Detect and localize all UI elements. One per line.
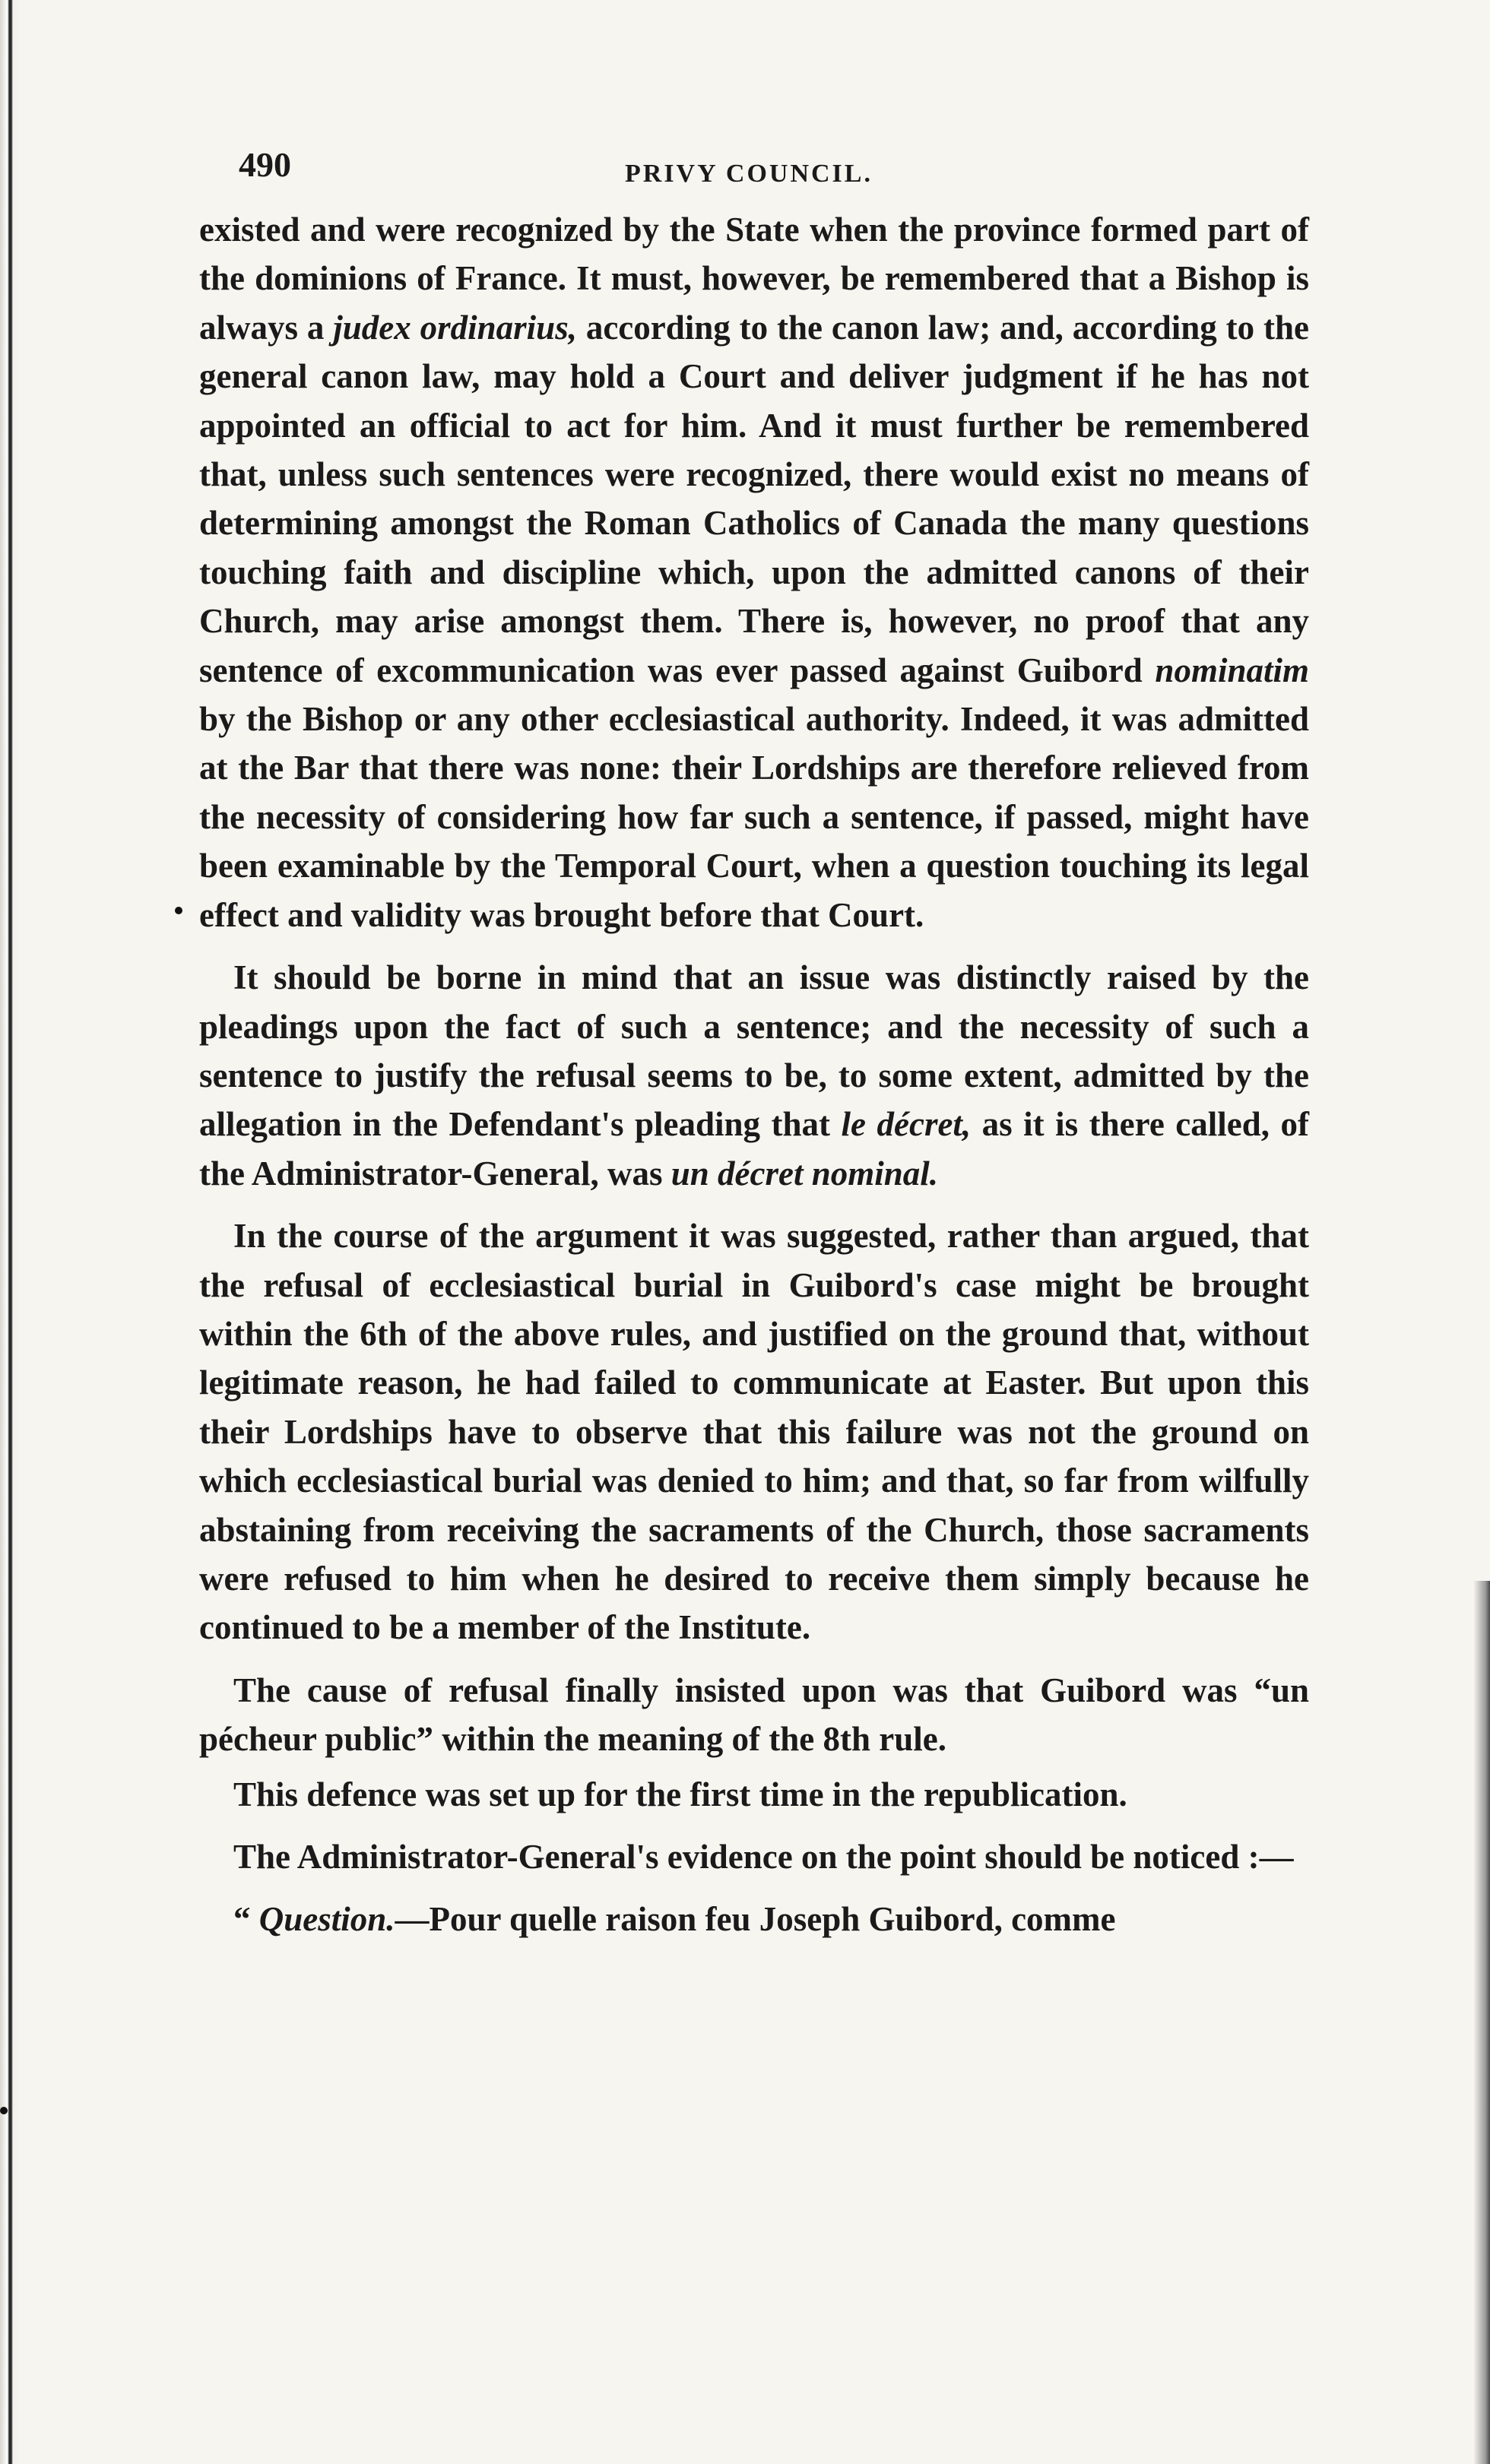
page-number: 490 — [239, 145, 291, 184]
text-run: The Administrator-General's evidence on the point should be noticed :— — [233, 1838, 1294, 1876]
text-run: according to the canon law; and, according to the general canon law, may hold a Court and deliver judgment if he has not appointed an official to act for him. And it must further be remembered that, unless such sentences were recognized, there would exist no means of determining amongst the Roman Catholics of Canada the many questions touching faith and discipline which, upon the admitted canons of their Church, may arise amongst them. There is, however, no proof that any sentence of excommunication was ever passed against Guibord — [199, 308, 1309, 689]
body-text — [199, 205, 1309, 1944]
text-run: “ — [233, 1900, 259, 1939]
paragraph — [199, 1832, 1309, 1881]
paragraph — [199, 205, 1309, 939]
paragraph — [199, 1666, 1309, 1764]
text-run: by the Bishop or any other ecclesiastical authority. Indeed, it was admitted at the Bar that there was none: their Lordships are therefore relieved from the necessity of considering how far such a sentence, if passed, might have been examinable by the Temporal Court, when a question touching its legal effect and validity was brought before that Court. — [199, 700, 1309, 934]
paragraph — [199, 1770, 1309, 1819]
italic-run: le décret, — [841, 1105, 972, 1144]
text-run: existed and were recognized by the State when the province formed part of the dominions of France. It must, however, be remembered that a Bishop is always a — [199, 211, 1309, 347]
running-title: PRIVY COUNCIL. — [625, 160, 873, 188]
text-run: It should be borne in mind that an issue was distinctly raised by the pleadings upon the fact of such a sentence; and the necessity of such a sentence to justify the refusal seems to be, to some extent, admitted by the allegation in the Defendant's pleading that — [199, 958, 1309, 1144]
paragraph — [199, 1211, 1309, 1652]
paragraph — [199, 1895, 1309, 1943]
book-page — [199, 137, 1309, 1944]
text-run: as it is there called, of the Administrator-General, was — [199, 1105, 1309, 1192]
ink-speck — [175, 907, 182, 914]
text-run: The cause of refusal finally insisted upon was that Guibord was “un pécheur public” within the meaning of the 8th rule. — [199, 1671, 1309, 1759]
ink-speck — [0, 2107, 8, 2114]
running-head — [199, 137, 1309, 205]
binding-edge — [0, 0, 20, 2464]
italic-run: un décret nominal. — [670, 1154, 939, 1192]
italic-run: nominatim — [1155, 651, 1309, 689]
page-edge-shadow — [1473, 1581, 1490, 2464]
paragraph — [199, 953, 1309, 1198]
text-run: This defence was set up for the first time in the republication. — [233, 1775, 1127, 1813]
text-run: In the course of the argument it was suggested, rather than argued, that the refusal of ecclesiastical burial in Guibord's case might be brought within the 6th of the above rules, and justified on the ground that, without legitimate reason, he had failed to communicate at Easter. But upon this their Lordships have to observe that this failure was not the ground on which ecclesiastical burial was denied to him; and that, so far from wilfully abstaining from receiving the sacraments of the Church, those sacraments were refused to him when he desired to receive them simply because he continued to be a member of the Institute. — [199, 1217, 1309, 1647]
italic-run: Question. — [258, 1900, 395, 1939]
text-run: —Pour quelle raison feu Joseph Guibord, comme — [395, 1900, 1116, 1939]
italic-run: judex ordinarius, — [333, 308, 577, 347]
